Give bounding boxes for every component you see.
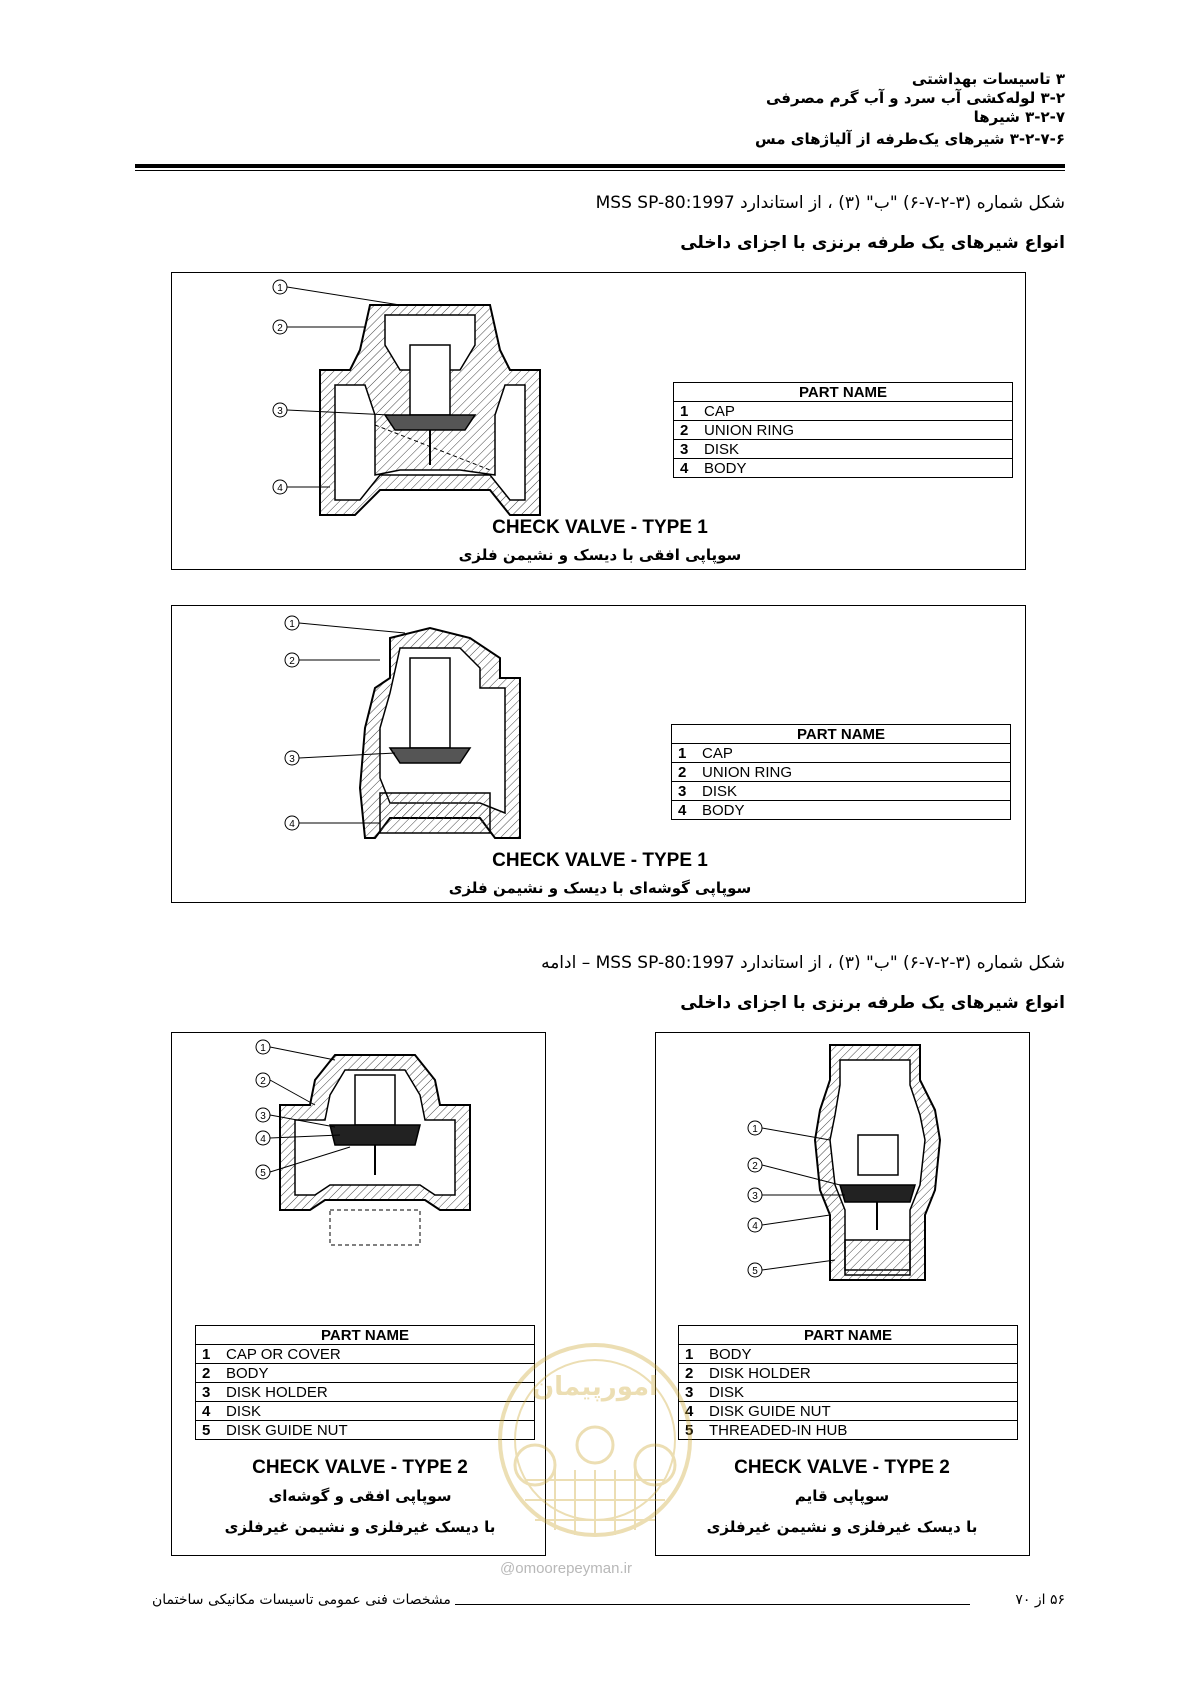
- footer-rule: [455, 1604, 970, 1605]
- header-subsection: ۳-۲-۷ شیرها: [973, 108, 1065, 126]
- callout-1: 1: [260, 1043, 266, 1054]
- callout-4: 4: [277, 483, 283, 494]
- figure-3-title-en: CHECK VALVE - TYPE 2: [252, 1457, 468, 1478]
- valve-drawing-type2-horizontal: [255, 1035, 485, 1260]
- callout-2: 2: [260, 1076, 266, 1087]
- callout-5: 5: [260, 1168, 266, 1179]
- watermark-url: @omoorepeyman.ir: [500, 1560, 632, 1577]
- table-row: 5 THREADED-IN HUB: [679, 1421, 1018, 1440]
- figure-3-title-fa-2: با دیسک غیرفلزی و نشیمن غیرفلزی: [224, 1518, 496, 1536]
- table-row: 2 UNION RING: [674, 421, 1013, 440]
- header-section: ۳-۲ لوله‌کشی آب سرد و آب گرم مصرفی: [765, 89, 1065, 107]
- parts-table-4: [678, 1325, 1018, 1440]
- callout-3: 3: [752, 1191, 758, 1202]
- valve-drawing-type2-vertical: [740, 1040, 960, 1290]
- figure-2-title-en: CHECK VALVE - TYPE 1: [492, 850, 708, 871]
- table-row: 5 DISK GUIDE NUT: [196, 1421, 535, 1440]
- callout-3: 3: [289, 754, 295, 765]
- table-row: 4 DISK: [196, 1402, 535, 1421]
- watermark-logo-text: امورپیمان: [531, 1372, 659, 1402]
- figure-4-title-en: CHECK VALVE - TYPE 2: [734, 1457, 950, 1478]
- figure-1-title-fa: سوپاپی افقی با دیسک و نشیمن فلزی: [458, 546, 742, 564]
- callout-3: 3: [260, 1111, 266, 1122]
- figure-1-title-en: CHECK VALVE - TYPE 1: [492, 517, 708, 538]
- callout-2: 2: [289, 656, 295, 667]
- parts-table-header: PART NAME: [674, 383, 1013, 402]
- header-rule: [135, 164, 1065, 168]
- callout-1: 1: [752, 1124, 758, 1135]
- callout-2: 2: [752, 1161, 758, 1172]
- header-chapter: ۳ تاسیسات بهداشتی: [911, 70, 1065, 88]
- callout-1: 1: [289, 619, 295, 630]
- parts-table-header: PART NAME: [672, 725, 1011, 744]
- table-row: 3 DISK HOLDER: [196, 1383, 535, 1402]
- table-row: 2 BODY: [196, 1364, 535, 1383]
- parts-table-2: [671, 724, 1011, 820]
- figure-title-continued: انواع شیرهای یک طرفه برنزی با اجزای داخلی: [680, 993, 1065, 1013]
- footer-doc-title: مشخصات فنی عمومی تاسیسات مکانیکی ساختمان: [152, 1592, 451, 1608]
- header-topic: ۳-۲-۷-۶ شیرهای یک‌طرفه از آلیاژهای مس: [755, 130, 1065, 148]
- table-row: 1 CAP OR COVER: [196, 1345, 535, 1364]
- table-row: 1 CAP: [674, 402, 1013, 421]
- callout-4: 4: [752, 1221, 758, 1232]
- table-row: 3 DISK: [672, 782, 1011, 801]
- callout-1: 1: [277, 283, 283, 294]
- parts-table-3: [195, 1325, 535, 1440]
- table-row: 1 BODY: [679, 1345, 1018, 1364]
- table-row: 4 BODY: [672, 801, 1011, 820]
- valve-drawing-angle: [280, 608, 580, 848]
- callout-3: 3: [277, 406, 283, 417]
- page-number: ۵۶ از ۷۰: [1015, 1592, 1065, 1608]
- callout-4: 4: [260, 1134, 266, 1145]
- valve-drawing-horizontal: [260, 275, 590, 520]
- figure-4-title-fa-2: با دیسک غیرفلزی و نشیمن غیرفلزی: [706, 1518, 978, 1536]
- parts-table-header: PART NAME: [196, 1326, 535, 1345]
- table-row: 3 DISK: [679, 1383, 1018, 1402]
- figure-caption-continued: شکل شماره (۳-۲-۷-۶) "ب" (۳) ، از استاندارد MSS SP-80:1997 – ادامه: [541, 953, 1065, 973]
- parts-table-1: [673, 382, 1013, 478]
- table-row: 1 CAP: [672, 744, 1011, 763]
- figure-4-title-fa-1: سوپاپی قایم: [794, 1487, 890, 1505]
- figure-caption: شکل شماره (۳-۲-۷-۶) "ب" (۳) ، از استاندارد MSS SP-80:1997: [595, 193, 1065, 213]
- table-row: 2 DISK HOLDER: [679, 1364, 1018, 1383]
- callout-2: 2: [277, 323, 283, 334]
- figure-3-title-fa-1: سوپاپی افقی و گوشه‌ای: [268, 1487, 452, 1505]
- figure-2-title-fa: سوپاپی گوشه‌ای با دیسک و نشیمن فلزی: [448, 879, 752, 897]
- table-row: 4 DISK GUIDE NUT: [679, 1402, 1018, 1421]
- table-row: 2 UNION RING: [672, 763, 1011, 782]
- callout-4: 4: [289, 819, 295, 830]
- parts-table-header: PART NAME: [679, 1326, 1018, 1345]
- table-row: 3 DISK: [674, 440, 1013, 459]
- watermark-logo: [495, 1330, 695, 1560]
- figure-title: انواع شیرهای یک طرفه برنزی با اجزای داخلی: [680, 233, 1065, 253]
- table-row: 4 BODY: [674, 459, 1013, 478]
- callout-5: 5: [752, 1266, 758, 1277]
- header-rule-thin: [135, 170, 1065, 171]
